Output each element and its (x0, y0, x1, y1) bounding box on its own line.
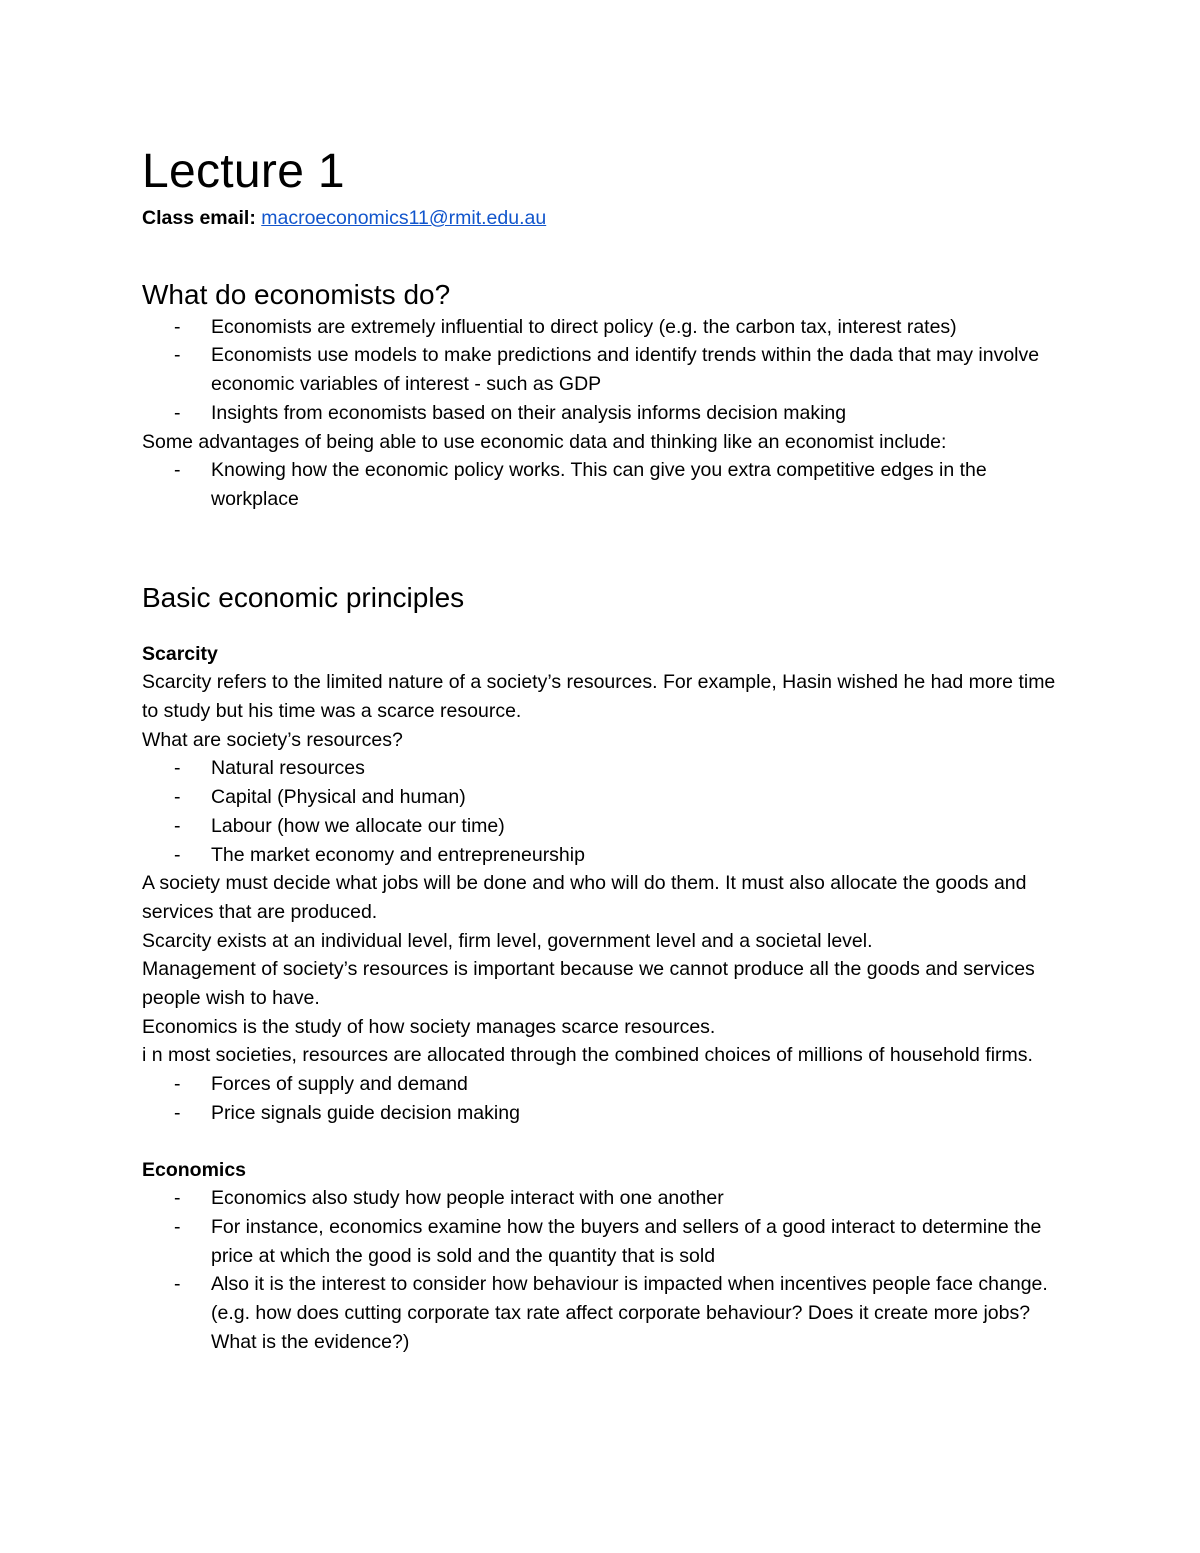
economists-role-list (142, 313, 1072, 428)
paragraph-allocation: i n most societies, resources are allocated through the combined choices of millions of household firms. (142, 1044, 1033, 1067)
dash-bullet: - (174, 786, 181, 809)
paragraph-management: Management of society’s resources is important because we cannot produce all the goods and services people wish to have. (142, 958, 1035, 1010)
allocation-list (142, 1070, 1072, 1127)
dash-bullet: - (174, 344, 181, 367)
list-item-text: Capital (Physical and human) (211, 786, 466, 809)
dash-bullet: - (174, 459, 181, 482)
advantages-list (142, 456, 1072, 513)
dash-bullet: - (174, 814, 181, 837)
list-item (142, 783, 1072, 812)
list-item (142, 812, 1072, 841)
economics-list (142, 1184, 1072, 1356)
list-item-text: Price signals guide decision making (211, 1101, 520, 1124)
class-email-link[interactable]: macroeconomics11@rmit.edu.au (261, 207, 547, 229)
resources-question: What are society’s resources? (142, 728, 403, 751)
document-page (142, 140, 1072, 1357)
dash-bullet: - (174, 401, 181, 424)
dash-bullet: - (174, 1187, 181, 1210)
advantages-intro: Some advantages of being able to use economic data and thinking like an economist include: (142, 430, 947, 453)
dash-bullet: - (174, 1073, 181, 1096)
dash-bullet: - (174, 315, 181, 338)
list-item-text: Economists are extremely influential to direct policy (e.g. the carbon tax, interest rates) (211, 315, 957, 338)
dash-bullet: - (174, 843, 181, 866)
list-item (142, 313, 1072, 342)
list-item (142, 1270, 1072, 1356)
list-item-text: Labour (how we allocate our time) (211, 814, 505, 837)
list-item (142, 1184, 1072, 1213)
list-item (142, 341, 1072, 398)
list-item (142, 456, 1072, 513)
section-heading-basic-economic-principles: Basic economic principles (142, 581, 465, 613)
subheading-economics: Economics (142, 1158, 247, 1181)
list-item-text: Also it is the interest to consider how behaviour is impacted when incentives people face change. (e.g. how does cutting corporate tax rate affect corporate behaviour? Does it create more jobs? What is the evidence?) (211, 1273, 1048, 1353)
list-item-text: Natural resources (211, 757, 365, 780)
class-email-label: Class email: (142, 207, 256, 229)
list-item (142, 1099, 1072, 1128)
list-item-text: Knowing how the economic policy works. This can give you extra competitive edges in the workplace (211, 459, 987, 510)
list-item (142, 841, 1072, 870)
paragraph-study: Economics is the study of how society manages scarce resources. (142, 1015, 716, 1038)
section-heading-what-do-economists-do: What do economists do? (142, 278, 451, 310)
scarcity-definition: Scarcity refers to the limited nature of a society’s resources. For example, Hasin wished he had more time to study but his time was a scarce resource. (142, 671, 1056, 723)
subheading-scarcity: Scarcity (142, 642, 218, 665)
list-item-text: Economists use models to make predictions and identify trends within the dada that may involve economic variables of interest - such as GDP (211, 344, 1040, 396)
list-item (142, 399, 1072, 428)
list-item (142, 754, 1072, 783)
dash-bullet: - (174, 1101, 181, 1124)
document-title: Lecture 1 (142, 145, 345, 198)
list-item (142, 1213, 1072, 1270)
class-email-line (142, 204, 1072, 233)
list-item-text: The market economy and entrepreneurship (211, 843, 585, 866)
dash-bullet: - (174, 1273, 181, 1296)
list-item-text: Economics also study how people interact with one another (211, 1187, 724, 1210)
list-item-text: For instance, economics examine how the buyers and sellers of a good interact to determine the price at which the good is sold and the quantity that is sold (211, 1215, 1042, 1267)
paragraph-jobs: A society must decide what jobs will be done and who will do them. It must also allocate the goods and services that are produced. (142, 872, 1027, 923)
list-item-text: Forces of supply and demand (211, 1073, 468, 1096)
list-item-text: Insights from economists based on their analysis informs decision making (211, 401, 847, 424)
dash-bullet: - (174, 757, 181, 780)
resources-list (142, 754, 1072, 869)
dash-bullet: - (174, 1215, 181, 1238)
paragraph-levels: Scarcity exists at an individual level, firm level, government level and a societal level. (142, 929, 873, 952)
list-item (142, 1070, 1072, 1099)
